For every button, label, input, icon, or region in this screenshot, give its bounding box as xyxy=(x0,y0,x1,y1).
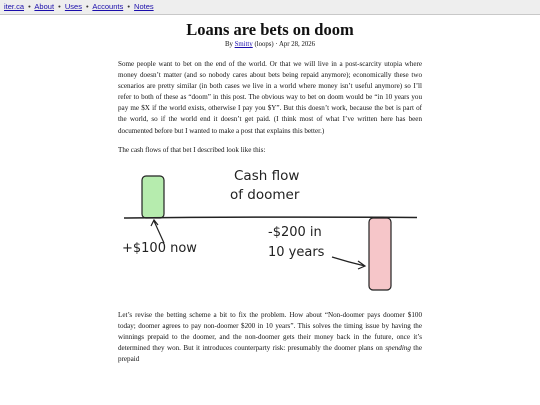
diagram-title-line2: of doomer xyxy=(230,186,300,203)
timeline-axis xyxy=(124,217,417,218)
nav-separator: • xyxy=(28,2,31,11)
inflow-label: +$100 now xyxy=(122,240,197,256)
site-nav xyxy=(0,0,540,15)
byline-prefix: By xyxy=(224,41,233,48)
outflow-arrow xyxy=(332,257,365,269)
diagram-title-line1: Cash flow xyxy=(234,167,300,184)
site-home-link[interactable]: iter.ca xyxy=(4,2,25,11)
byline xyxy=(118,40,422,50)
nav-separator: • xyxy=(58,2,61,11)
outflow-label-line1: -$200 in xyxy=(268,224,322,240)
author-link[interactable]: Smitty xyxy=(234,41,253,48)
nav-link-accounts[interactable]: Accounts xyxy=(92,2,124,11)
paragraph-revision-tail: the prepaid xyxy=(118,344,422,364)
paragraph-revision-emphasis: spending xyxy=(385,344,411,353)
paragraph-intro: Some people want to bet on the end of the world. Or that we will live in a post-scarcity utopia where money doesn’t matter (and so nobody cares about bets being repaid anymore); economically these two scenarios are pretty similar (in both cases we live in a world where money isn’t useful anymore) so I’ll refer to both of these as “doom” in this post. The obvious way to bet on doom would be “in 10 years you pay me $X if the world exists, otherwise I pay you $Y”. But this doesn’t work, because the bet is part of the world, so if the world end it doesn’t get paid. (I think most of what I’ve written here has been documented before but I wanted to make a post that explains this better.) xyxy=(118,60,422,135)
byline-meta: (loops) · Apr 28, 2026 xyxy=(254,41,316,48)
paragraph-figure-intro: The cash flows of that bet I described look like this: xyxy=(118,145,266,154)
nav-separator: • xyxy=(127,2,130,11)
outflow-bar xyxy=(369,218,391,290)
cash-flow-diagram xyxy=(118,162,422,302)
article xyxy=(118,15,422,365)
nav-link-notes[interactable]: Notes xyxy=(134,2,154,11)
outflow-label-line2: 10 years xyxy=(268,244,325,260)
nav-link-about[interactable]: About xyxy=(34,2,55,11)
nav-separator: • xyxy=(86,2,89,11)
nav-link-uses[interactable]: Uses xyxy=(64,2,82,11)
paragraph-revision-text: Let’s revise the betting scheme a bit to fix the problem. How about “Non-doomer pays doomer $100 today; doomer agrees to pay non-doomer $200 in 10 years”. This solves the timing issue by having the winnings prepaid to the doomer, and the non-doomer gets their money back in the future, once it’s determined they won. But it introduces counterparty risk: presumably the doomer plans on xyxy=(118,310,422,353)
paragraph-revision xyxy=(118,310,422,365)
inflow-arrow xyxy=(151,220,164,243)
inflow-bar xyxy=(142,176,164,218)
article-title: Loans are bets on doom xyxy=(186,20,354,39)
